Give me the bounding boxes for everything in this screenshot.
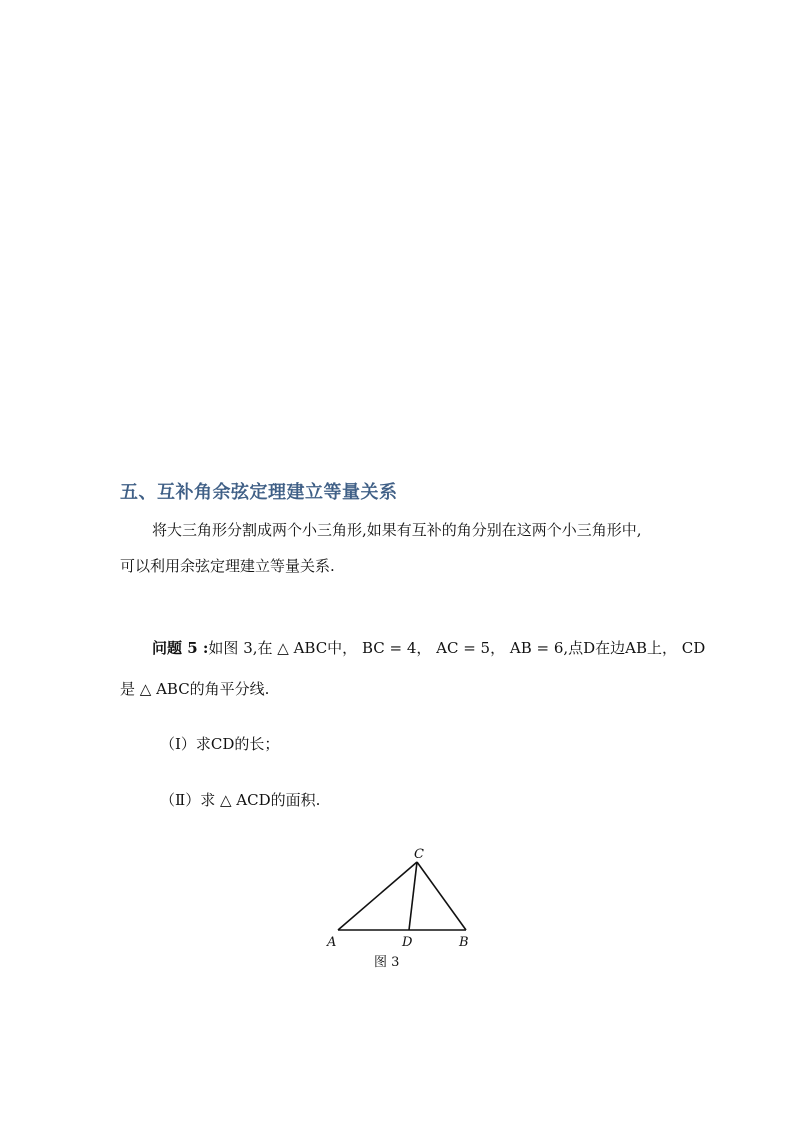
intro-paragraph-line2: 可以利用余弦定理建立等量关系. [120, 557, 335, 575]
problem-text-line1: 如图 3,在 △ ABC中， BC = 4， AC = 5， AB = 6,点D在边AB上， CD [208, 639, 706, 657]
figure-caption: 图 3 [374, 955, 400, 970]
problem-part-2: （Ⅱ）求 △ ACD的面积. [160, 791, 321, 809]
vertex-label-c: C [414, 847, 424, 862]
problem-statement-line2: 是 △ ABC的角平分线. [120, 680, 270, 698]
problem-statement-line1 [152, 638, 705, 658]
intro-paragraph-line1: 将大三角形分割成两个小三角形,如果有互补的角分别在这两个小三角形中, [152, 521, 642, 539]
segment-cd [409, 862, 417, 930]
side-ac [338, 862, 417, 930]
triangle-figure [320, 840, 480, 975]
section-heading: 五、互补角余弦定理建立等量关系 [120, 482, 398, 503]
point-label-d: D [402, 935, 413, 950]
side-cb [417, 862, 466, 930]
vertex-label-a: A [327, 935, 337, 950]
vertex-label-b: B [459, 935, 469, 950]
problem-label: 问题 5 : [152, 639, 209, 657]
problem-part-1: （Ⅰ）求CD的长； [160, 735, 280, 753]
